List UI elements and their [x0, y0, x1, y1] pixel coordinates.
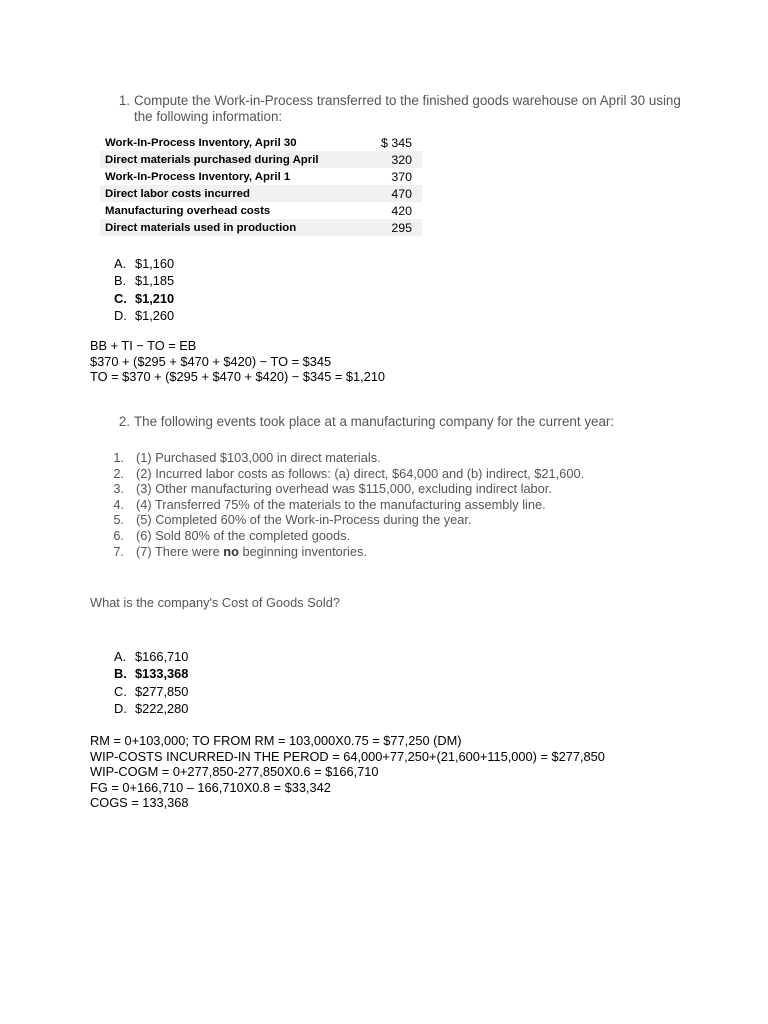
list-number: 2.: [113, 465, 124, 481]
solution-line: TO = $370 + ($295 + $470 + $420) − $345 = $1,210: [90, 369, 386, 385]
list-text: (5) Completed 60% of the Work-in-Process during the year.: [136, 512, 472, 528]
list-text: [136, 544, 367, 560]
table-label: Manufacturing overhead costs: [105, 204, 271, 217]
question-1-number: 1.: [118, 93, 130, 108]
choice-text: $1,185: [135, 273, 175, 289]
table-row: [100, 168, 422, 185]
table-label: Direct materials purchased during April: [100, 151, 371, 168]
table-label: Work-In-Process Inventory, April 1: [105, 170, 291, 183]
table-value: 470: [371, 185, 422, 202]
list-number: 5.: [113, 512, 124, 528]
solution-line: FG = 0+166,710 – 166,710X0.8 = $33,342: [90, 779, 331, 795]
question-2-number: 2.: [118, 414, 130, 429]
choice-text: $1,160: [135, 256, 175, 271]
table-value: 295: [371, 219, 422, 236]
list-number: 7.: [113, 543, 124, 559]
list-number: 6.: [113, 527, 124, 543]
table-value: 320: [371, 151, 422, 168]
choice-letter: C.: [114, 683, 127, 699]
solution-line: WIP-COSTS INCURRED-IN THE PEROD = 64,000+77,250+(21,600+115,000) = $277,850: [90, 748, 605, 764]
choice-letter: D.: [114, 700, 127, 716]
question-1: [110, 93, 710, 127]
list-text: (6) Sold 80% of the completed goods.: [136, 527, 351, 543]
table-value: 370: [391, 169, 412, 184]
list-number: 3.: [113, 481, 124, 497]
choice-text: $1,260: [135, 307, 175, 323]
question-1-solution: [90, 338, 385, 385]
list-number: 1.: [113, 450, 124, 465]
choice-text: $1,210: [135, 290, 175, 306]
solution-line: $370 + ($295 + $470 + $420) − TO = $345: [90, 353, 332, 369]
table-row: [100, 219, 422, 236]
list-text-pre: (7) There were: [136, 543, 224, 559]
table-row: [100, 185, 422, 202]
choice-text: $277,850: [135, 683, 189, 699]
solution-line: COGS = 133,368: [90, 795, 189, 811]
question-2: [110, 414, 710, 432]
table-value: $ 345: [380, 135, 412, 150]
table-label: Work-In-Process Inventory, April 30: [105, 136, 297, 149]
table-label: Direct materials used in production: [100, 219, 371, 236]
list-text: (3) Other manufacturing overhead was $115,000, excluding indirect labor.: [136, 481, 552, 497]
question-1-line-1: Compute the Work-in-Process transferred to the finished goods warehouse on April 30 using: [134, 93, 681, 108]
table-value: 420: [391, 203, 412, 218]
list-text-bold: no: [223, 543, 239, 559]
solution-line: RM = 0+103,000; TO FROM RM = 103,000X0.75 = $77,250 (DM): [90, 733, 462, 748]
list-text-post: beginning inventories.: [238, 543, 367, 559]
choice-text: $222,280: [135, 700, 189, 716]
list-text: (1) Purchased $103,000 in direct materials.: [136, 450, 381, 465]
choice-letter: A.: [114, 649, 127, 664]
table-row: [100, 202, 422, 219]
question-2-prompt: What is the company's Cost of Goods Sold?: [90, 595, 340, 610]
list-text: (2) Incurred labor costs as follows: (a) direct, $64,000 and (b) indirect, $21,600.: [136, 465, 585, 481]
choice-letter: D.: [114, 307, 127, 323]
table-row: [100, 151, 422, 168]
list-number: 4.: [113, 496, 124, 512]
question-1-line-2: the following information:: [134, 109, 283, 124]
solution-line: BB + TI − TO = EB: [90, 338, 197, 353]
solution-line: WIP-COGM = 0+277,850-277,850X0.6 = $166,710: [90, 764, 379, 780]
question-2-line-1: The following events took place at a manufacturing company for the current year:: [134, 414, 615, 429]
table-label: Direct labor costs incurred: [100, 185, 371, 202]
choice-letter: C.: [114, 290, 127, 306]
choice-letter: A.: [114, 256, 127, 271]
info-table: [100, 134, 422, 236]
question-2-solution: [90, 733, 605, 811]
choice-letter: B.: [114, 666, 127, 682]
table-row: [100, 134, 422, 151]
choice-letter: B.: [114, 273, 127, 289]
choice-text: $166,710: [135, 649, 189, 664]
list-text: (4) Transferred 75% of the materials to the manufacturing assembly line.: [136, 496, 546, 512]
choice-text: $133,368: [135, 666, 189, 682]
